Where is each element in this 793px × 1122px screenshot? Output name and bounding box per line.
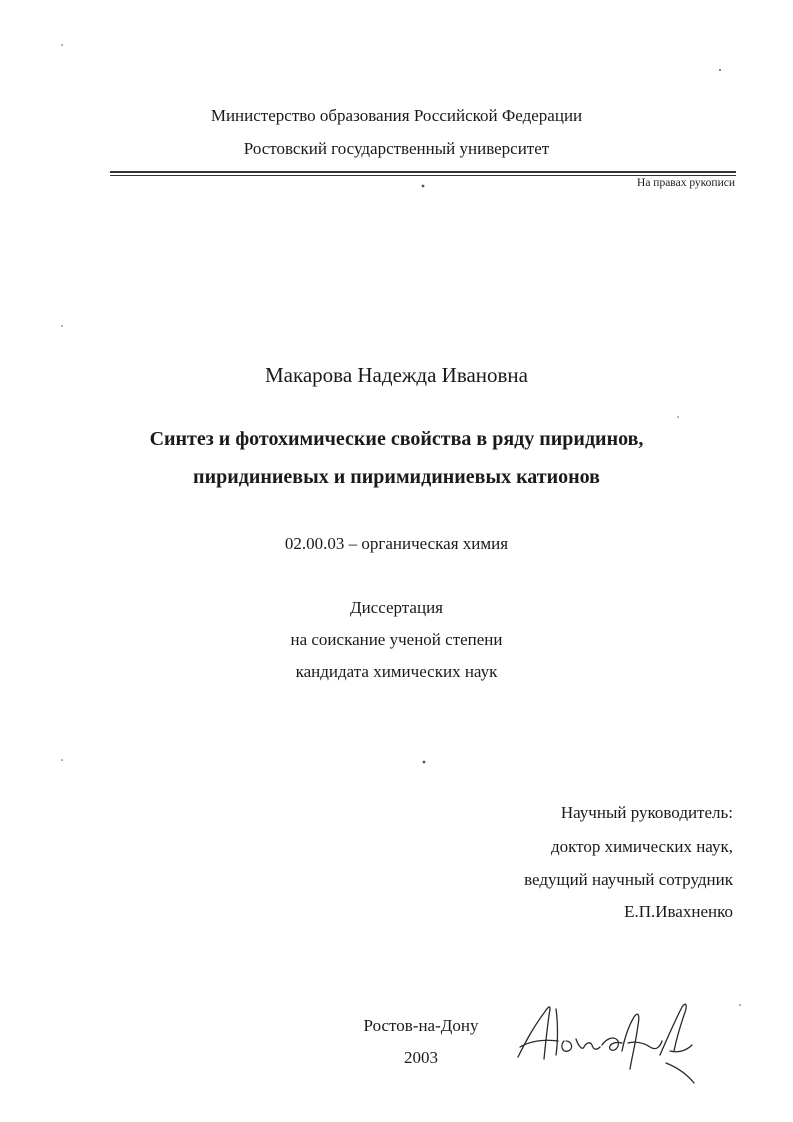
supervisor-position: ведущий научный сотрудник <box>524 870 733 889</box>
supervisor-degree: доктор химических наук, <box>550 837 733 856</box>
degree-line-2: на соискание ученой степени <box>290 630 503 649</box>
supervisor-label: Научный руководитель: <box>560 803 733 822</box>
city: Ростов-на-Дону <box>363 1016 479 1035</box>
degree-line-3: кандидата химических наук <box>295 662 498 681</box>
ministry-heading: Министерство образования Российской Федерации <box>210 106 583 125</box>
degree-line-1: Диссертация <box>349 598 443 617</box>
year: 2003 <box>404 1048 438 1067</box>
dissertation-title-line-2: пиридиниевых и пиримидиниевых катионов <box>193 466 600 488</box>
specialty-code: 02.00.03 – органическая химия <box>284 534 509 553</box>
dissertation-title-line-1: Синтез и фотохимические свойства в ряду пиридинов, <box>149 428 644 450</box>
author-name: Макарова Надежда Ивановна <box>264 363 528 387</box>
supervisor-name: Е.П.Ивахненко <box>624 902 733 921</box>
manuscript-rights-note: На правах рукописи <box>637 177 735 189</box>
university-heading: Ростовский государственный университет <box>243 139 550 158</box>
